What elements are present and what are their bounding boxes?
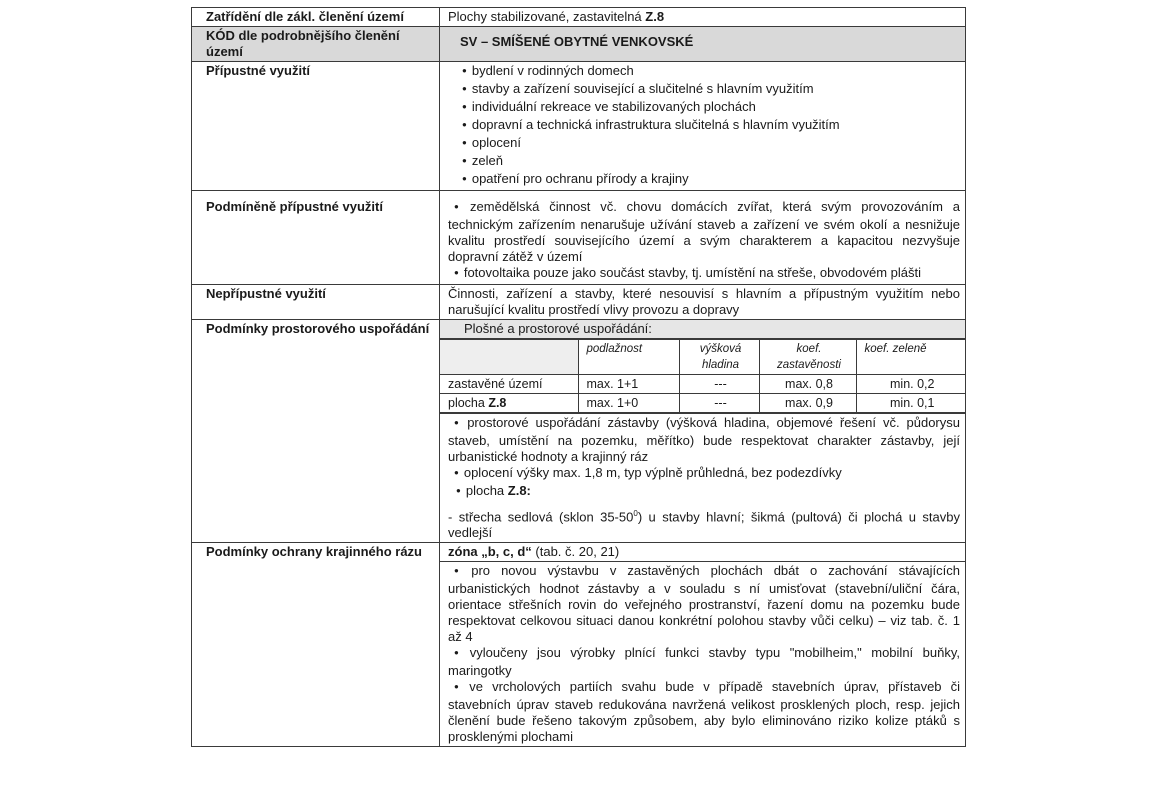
- table-cell: min. 0,1: [856, 394, 965, 413]
- bullet-icon: [462, 81, 472, 96]
- label-classification: Zatřídění dle zákl. členění území: [192, 8, 440, 27]
- plocha-heading: [448, 483, 960, 501]
- roof-part: - střecha sedlová (sklon 35-50: [448, 509, 634, 525]
- list-item: [462, 99, 960, 117]
- list-item: [448, 645, 960, 679]
- list-item: [462, 171, 960, 189]
- list-item-text: dopravní a technická infrastruktura slučitelná s hlavním využitím: [471, 117, 840, 132]
- list-item-text: ve vrcholových partiích svahu bude v případě stavebních úprav, přístaveb či stavebních úprav staveb redukována navržená velikost prosklených ploch, resp. jejich členění bude řešeno takovým způsobem, aby bylo eliminováno riziko kolize ptáků s prosklenými plochami: [448, 679, 960, 745]
- roof-text: [448, 506, 960, 541]
- list-item-text: bydlení v rodinných domech: [471, 63, 634, 78]
- conditional-list: [448, 199, 960, 283]
- spatial-table: [440, 339, 965, 413]
- cell-text: plocha: [448, 396, 489, 410]
- spatial-table-header: [440, 340, 965, 375]
- table-cell: max. 1+1: [578, 375, 679, 394]
- row-spatial: [192, 320, 966, 543]
- list-item-text: zemědělská činnost vč. chovu domácích zvířat, která svým provozováním a technickým zařízením nenarušuje užívání staveb a zařízení ve svém okolí a nesnižuje kvalitu prostředí souvisejícího území a svým charakterem a kapacitou nezvyšuje dopravní zátěž v území: [448, 199, 960, 264]
- header-cell: výšková hladina: [679, 340, 759, 375]
- list-item: [462, 63, 960, 81]
- list-item: [448, 679, 960, 745]
- value-code: SV – SMÍŠENÉ OBYTNÉ VENKOVSKÉ: [460, 34, 694, 49]
- row-classification: [192, 8, 966, 27]
- value-classification: [440, 8, 966, 27]
- value-bold: Z.8: [645, 9, 665, 24]
- spatial-subheading: Plošné a prostorové uspořádání:: [440, 320, 965, 339]
- value-prohibited: Činnosti, zařízení a stavby, které nesouvisí s hlavním a přípustným využitím nebo narušující kvalitu prostředí vlivy provozu a dopravy: [440, 285, 966, 320]
- bullet-icon: [454, 679, 469, 694]
- label-spatial: Podmínky prostorového uspořádání: [192, 320, 440, 543]
- list-item-text: fotovoltaika pouze jako součást stavby, tj. umístění na střeše, obvodovém plášti: [463, 265, 922, 280]
- list-item-text: zeleň: [471, 153, 503, 168]
- value-permitted: [440, 62, 966, 191]
- bullet-icon: [454, 415, 467, 430]
- table-cell: max. 0,8: [759, 375, 856, 394]
- table-cell: ---: [679, 394, 759, 413]
- list-item: [448, 265, 960, 283]
- value-conditional: [440, 191, 966, 285]
- list-item-text: vyloučeny jsou výrobky plnící funkci stavby typu "mobilheim," mobilní buňky, maringotky: [448, 645, 960, 679]
- list-item-text: stavby a zařízení související a slučitelné s hlavním využitím: [471, 81, 814, 96]
- header-cell: [440, 340, 578, 375]
- spatial-notes-list: [448, 415, 960, 483]
- label-permitted: Přípustné využití: [192, 62, 440, 191]
- table-row: [440, 394, 965, 413]
- roof-part2: ) u stavby hlavní; šikmá (pultová) či plochá u stavby vedlejší: [448, 509, 960, 541]
- header-cell: podlažnost: [578, 340, 679, 375]
- value-code-cell: [440, 27, 966, 62]
- list-item: [448, 465, 960, 483]
- row-conditional: [192, 191, 966, 285]
- bullet-icon: [462, 171, 472, 186]
- list-item-text: oplocení výšky max. 1,8 m, typ výplně průhledná, bez podezdívky: [463, 465, 842, 480]
- list-item: [462, 135, 960, 153]
- list-item: [462, 117, 960, 135]
- list-item: [448, 415, 960, 465]
- header-cell: koef. zeleně: [856, 340, 965, 375]
- value-spatial: [440, 320, 966, 543]
- bullet-icon: [454, 265, 464, 280]
- table-cell: max. 0,9: [759, 394, 856, 413]
- table-cell: [440, 394, 578, 413]
- row-landscape: [192, 543, 966, 747]
- bullet-icon: [462, 63, 472, 78]
- row-prohibited: [192, 285, 966, 320]
- bullet-icon: [454, 563, 471, 578]
- label-code: KÓD dle podrobnějšího členění území: [192, 27, 440, 62]
- row-permitted: [192, 62, 966, 191]
- list-item: [462, 153, 960, 171]
- list-item-text: individuální rekreace ve stabilizovaných plochách: [471, 99, 756, 114]
- roof-sup: 0: [633, 509, 638, 518]
- list-item-text: oplocení: [471, 135, 521, 150]
- table-cell: max. 1+0: [578, 394, 679, 413]
- list-item-text: prostorové uspořádání zástavby (výšková hladina, objemové řešení vč. půdorysu staveb, umístění na pozemku, měřítko) bude respektovat charakter zástavby, její urbanistické hodnoty a krajinný ráz: [448, 415, 960, 464]
- zone-rest: (tab. č. 20, 21): [531, 544, 620, 560]
- list-item-text: opatření pro ochranu přírody a krajiny: [471, 171, 689, 186]
- bullet-icon: [462, 153, 472, 168]
- zone-bold: zóna „b, c, d“: [448, 544, 532, 560]
- label-prohibited: Nepřípustné využití: [192, 285, 440, 320]
- regulation-table: [191, 7, 966, 747]
- bullet-icon: [454, 465, 464, 480]
- bullet-icon: [462, 117, 472, 132]
- label-landscape: Podmínky ochrany krajinného rázu: [192, 543, 440, 747]
- permitted-list: [448, 63, 960, 189]
- bullet-icon: [462, 135, 472, 150]
- header-cell: koef. zastavěnosti: [759, 340, 856, 375]
- zone-line: [440, 543, 965, 562]
- value-text: Plochy stabilizované, zastavitelná: [448, 9, 646, 24]
- cell-bold: Z.8: [488, 396, 507, 410]
- table-cell: zastavěné území: [440, 375, 578, 394]
- plocha-bold: Z.8:: [507, 483, 531, 498]
- plocha-text: plocha: [465, 483, 508, 498]
- bullet-icon: [454, 199, 470, 214]
- list-item-text: pro novou výstavbu v zastavěných plochách dbát o zachování stávajících urbanistických hodnot zástavby a v souladu s ní umisťovat (stavební/uliční čára, orientace střešních rovin do veřejného prostranství, řazení domu na pozemku bude respektovat celkovou situaci danou konkrétní polohou stavby vůči celku) – viz tab. č. 1 až 4: [448, 563, 960, 645]
- list-item: [448, 563, 960, 645]
- value-landscape: [440, 543, 966, 747]
- row-code: [192, 27, 966, 62]
- list-item: [448, 199, 960, 265]
- bullet-icon: [454, 645, 470, 660]
- list-item: [462, 81, 960, 99]
- spatial-notes: [440, 413, 965, 542]
- table-cell: min. 0,2: [856, 375, 965, 394]
- bullet-icon: [462, 99, 472, 114]
- label-conditional: Podmíněně přípustné využití: [192, 191, 440, 285]
- table-cell: ---: [679, 375, 759, 394]
- landscape-list: [440, 562, 965, 746]
- table-row: [440, 375, 965, 394]
